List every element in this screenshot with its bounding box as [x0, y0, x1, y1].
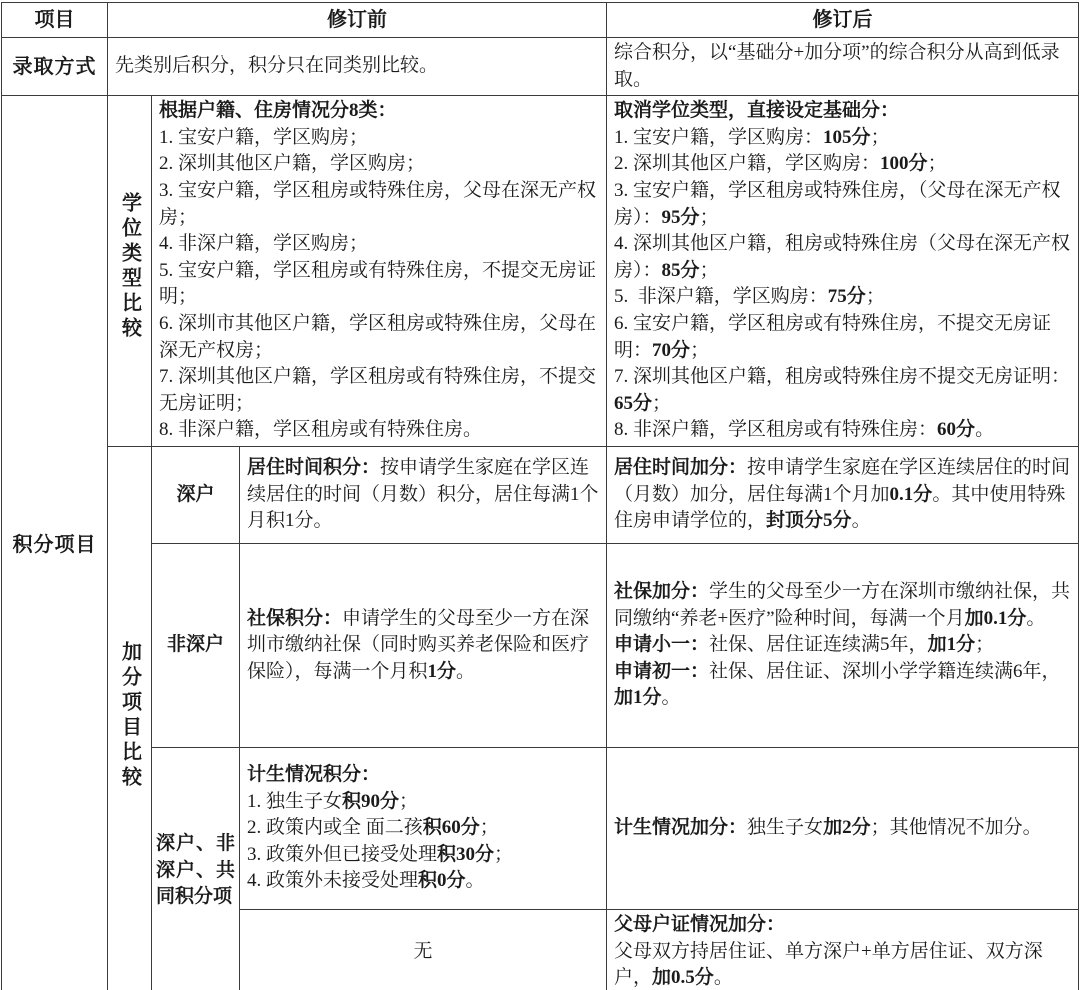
text-line: 3. 宝安户籍，学区租房或特殊住房，（父母在深无产权房）：95分；: [614, 179, 1061, 228]
shenhu-before-cell: [240, 446, 607, 543]
shenhu-label: 深户: [152, 446, 240, 543]
text-line: 4. 政策外未接受处理积0分。: [247, 870, 485, 892]
text-line: 3. 政策外但已接受处理积30分；: [247, 843, 514, 865]
text-line: 无: [413, 940, 433, 962]
text-line: 社保积分：申请学生的父母至少一方在深圳市缴纳社保（同时购买养老保险和医疗保险），每满一个月积1分。: [247, 607, 590, 682]
text-line: 综合积分，以“基础分+加分项”的综合积分从高到低录取。: [614, 42, 1060, 90]
jisheng-before-cell: [240, 747, 607, 909]
text-line: 6. 宝安户籍，学区租房或有特殊住房，不提交无房证明：70分；: [614, 312, 1052, 361]
text-line: 先类别后积分，积分只在同类别比较。: [115, 55, 439, 77]
text-line: 计生情况积分：: [247, 763, 381, 785]
text-line: 2. 政策内或全 面二孩积60分；: [247, 817, 499, 839]
degree-before-cell: [152, 96, 607, 447]
text-line: 5. 非深户籍，学区购房：75分；: [614, 286, 885, 308]
degree-side-label-cell: [108, 96, 152, 447]
none-before-cell: [240, 909, 607, 990]
points-section-label: 积分项目: [2, 96, 108, 990]
text-line: 3. 宝安户籍，学区租房或特殊住房，父母在深无产权房；: [159, 179, 597, 228]
common-label: 深户、非深户、共同积分项: [152, 747, 240, 990]
degree-side-label: 学位类型比较: [118, 191, 141, 342]
none-after-cell: [607, 909, 1079, 990]
header-item: 项目: [2, 3, 108, 38]
text-line: 4. 深圳其他区户籍，租房或特殊住房（父母在深无产权房）：85分；: [614, 233, 1071, 281]
text-line: 8. 非深户籍，学区租房或有特殊住房。: [159, 419, 483, 441]
admission-before-cell: [108, 38, 607, 96]
text-line: 取消学位类型，直接设定基础分：: [614, 100, 900, 122]
degree-after-cell: [607, 96, 1079, 447]
text-line: 1. 独生子女积90分；: [247, 790, 419, 812]
admission-after-cell: [607, 38, 1079, 96]
text-line: 2. 深圳其他区户籍，学区购房；: [159, 153, 426, 175]
shenhu-after-cell: [607, 446, 1079, 543]
feishenhu-label: 非深户: [152, 543, 240, 747]
admission-row: [2, 38, 1079, 96]
header-after: 修订后: [607, 3, 1079, 38]
family-planning-row: [2, 747, 1079, 909]
non-shenzhen-hukou-row: [2, 543, 1079, 747]
jisheng-after-cell: [607, 747, 1079, 909]
admission-label: 录取方式: [2, 38, 108, 96]
table-header-row: [2, 3, 1079, 38]
text-line: 5. 宝安户籍，学区租房或有特殊住房，不提交无房证明；: [159, 259, 597, 308]
text-line: 计生情况加分：独生子女加2分；其他情况不加分。: [614, 817, 1042, 839]
text-line: 1. 宝安户籍，学区购房；: [159, 126, 369, 148]
shenzhen-hukou-row: [2, 446, 1079, 543]
text-line: 居住时间积分：按申请学生家庭在学区连续居住的时间（月数）积分，居住每满1个月积1分。: [247, 457, 599, 532]
bonus-side-label-cell: [108, 446, 152, 990]
feishenhu-before-cell: [240, 543, 607, 747]
degree-type-row: [2, 96, 1079, 447]
text-line: 7. 深圳其他区户籍，学区租房或有特殊住房，不提交无房证明；: [159, 366, 597, 414]
text-line: 8. 非深户籍，学区租房或有特殊住房：60分。: [614, 419, 995, 441]
text-line: 父母双方持居住证、单方深户+单方居住证、双方深户，加0.5分。: [614, 940, 1043, 989]
text-line: 根据户籍、住房情况分8类：: [159, 100, 397, 122]
text-line: 父母户证情况加分：: [614, 913, 786, 935]
header-before: 修订前: [108, 3, 607, 38]
text-line: 1. 宝安户籍，学区购房：105分；: [614, 126, 890, 148]
text-line: 居住时间加分：按申请学生家庭在学区连续居住的时间（月数）加分，居住每满1个月加0.1分。其中使用特殊住房申请学位的，封顶分5分。: [614, 457, 1071, 532]
feishenhu-after-cell: [607, 543, 1079, 747]
text-line: 申请初一：社保、居住证、深圳小学学籍连续满6年，加1分。: [614, 660, 1061, 709]
text-line: 社保加分：学生的父母至少一方在深圳市缴纳社保，共同缴纳“养老+医疗”险种时间，每满一个月加0.1分。: [614, 580, 1071, 629]
text-line: 7. 深圳其他区户籍，租房或特殊住房不提交无房证明：65分；: [614, 366, 1071, 414]
text-line: 4. 非深户籍，学区购房；: [159, 233, 369, 255]
text-line: 6. 深圳市其他区户籍，学区租房或特殊住房，父母在深无产权房；: [159, 312, 597, 361]
bonus-side-label: 加分项目比较: [118, 641, 141, 791]
text-line: 申请小一：社保、居住证连续满5年，加1分；: [614, 634, 995, 656]
text-line: 2. 深圳其他区户籍，学区购房：100分；: [614, 153, 947, 175]
revision-comparison-table: [1, 2, 1079, 990]
